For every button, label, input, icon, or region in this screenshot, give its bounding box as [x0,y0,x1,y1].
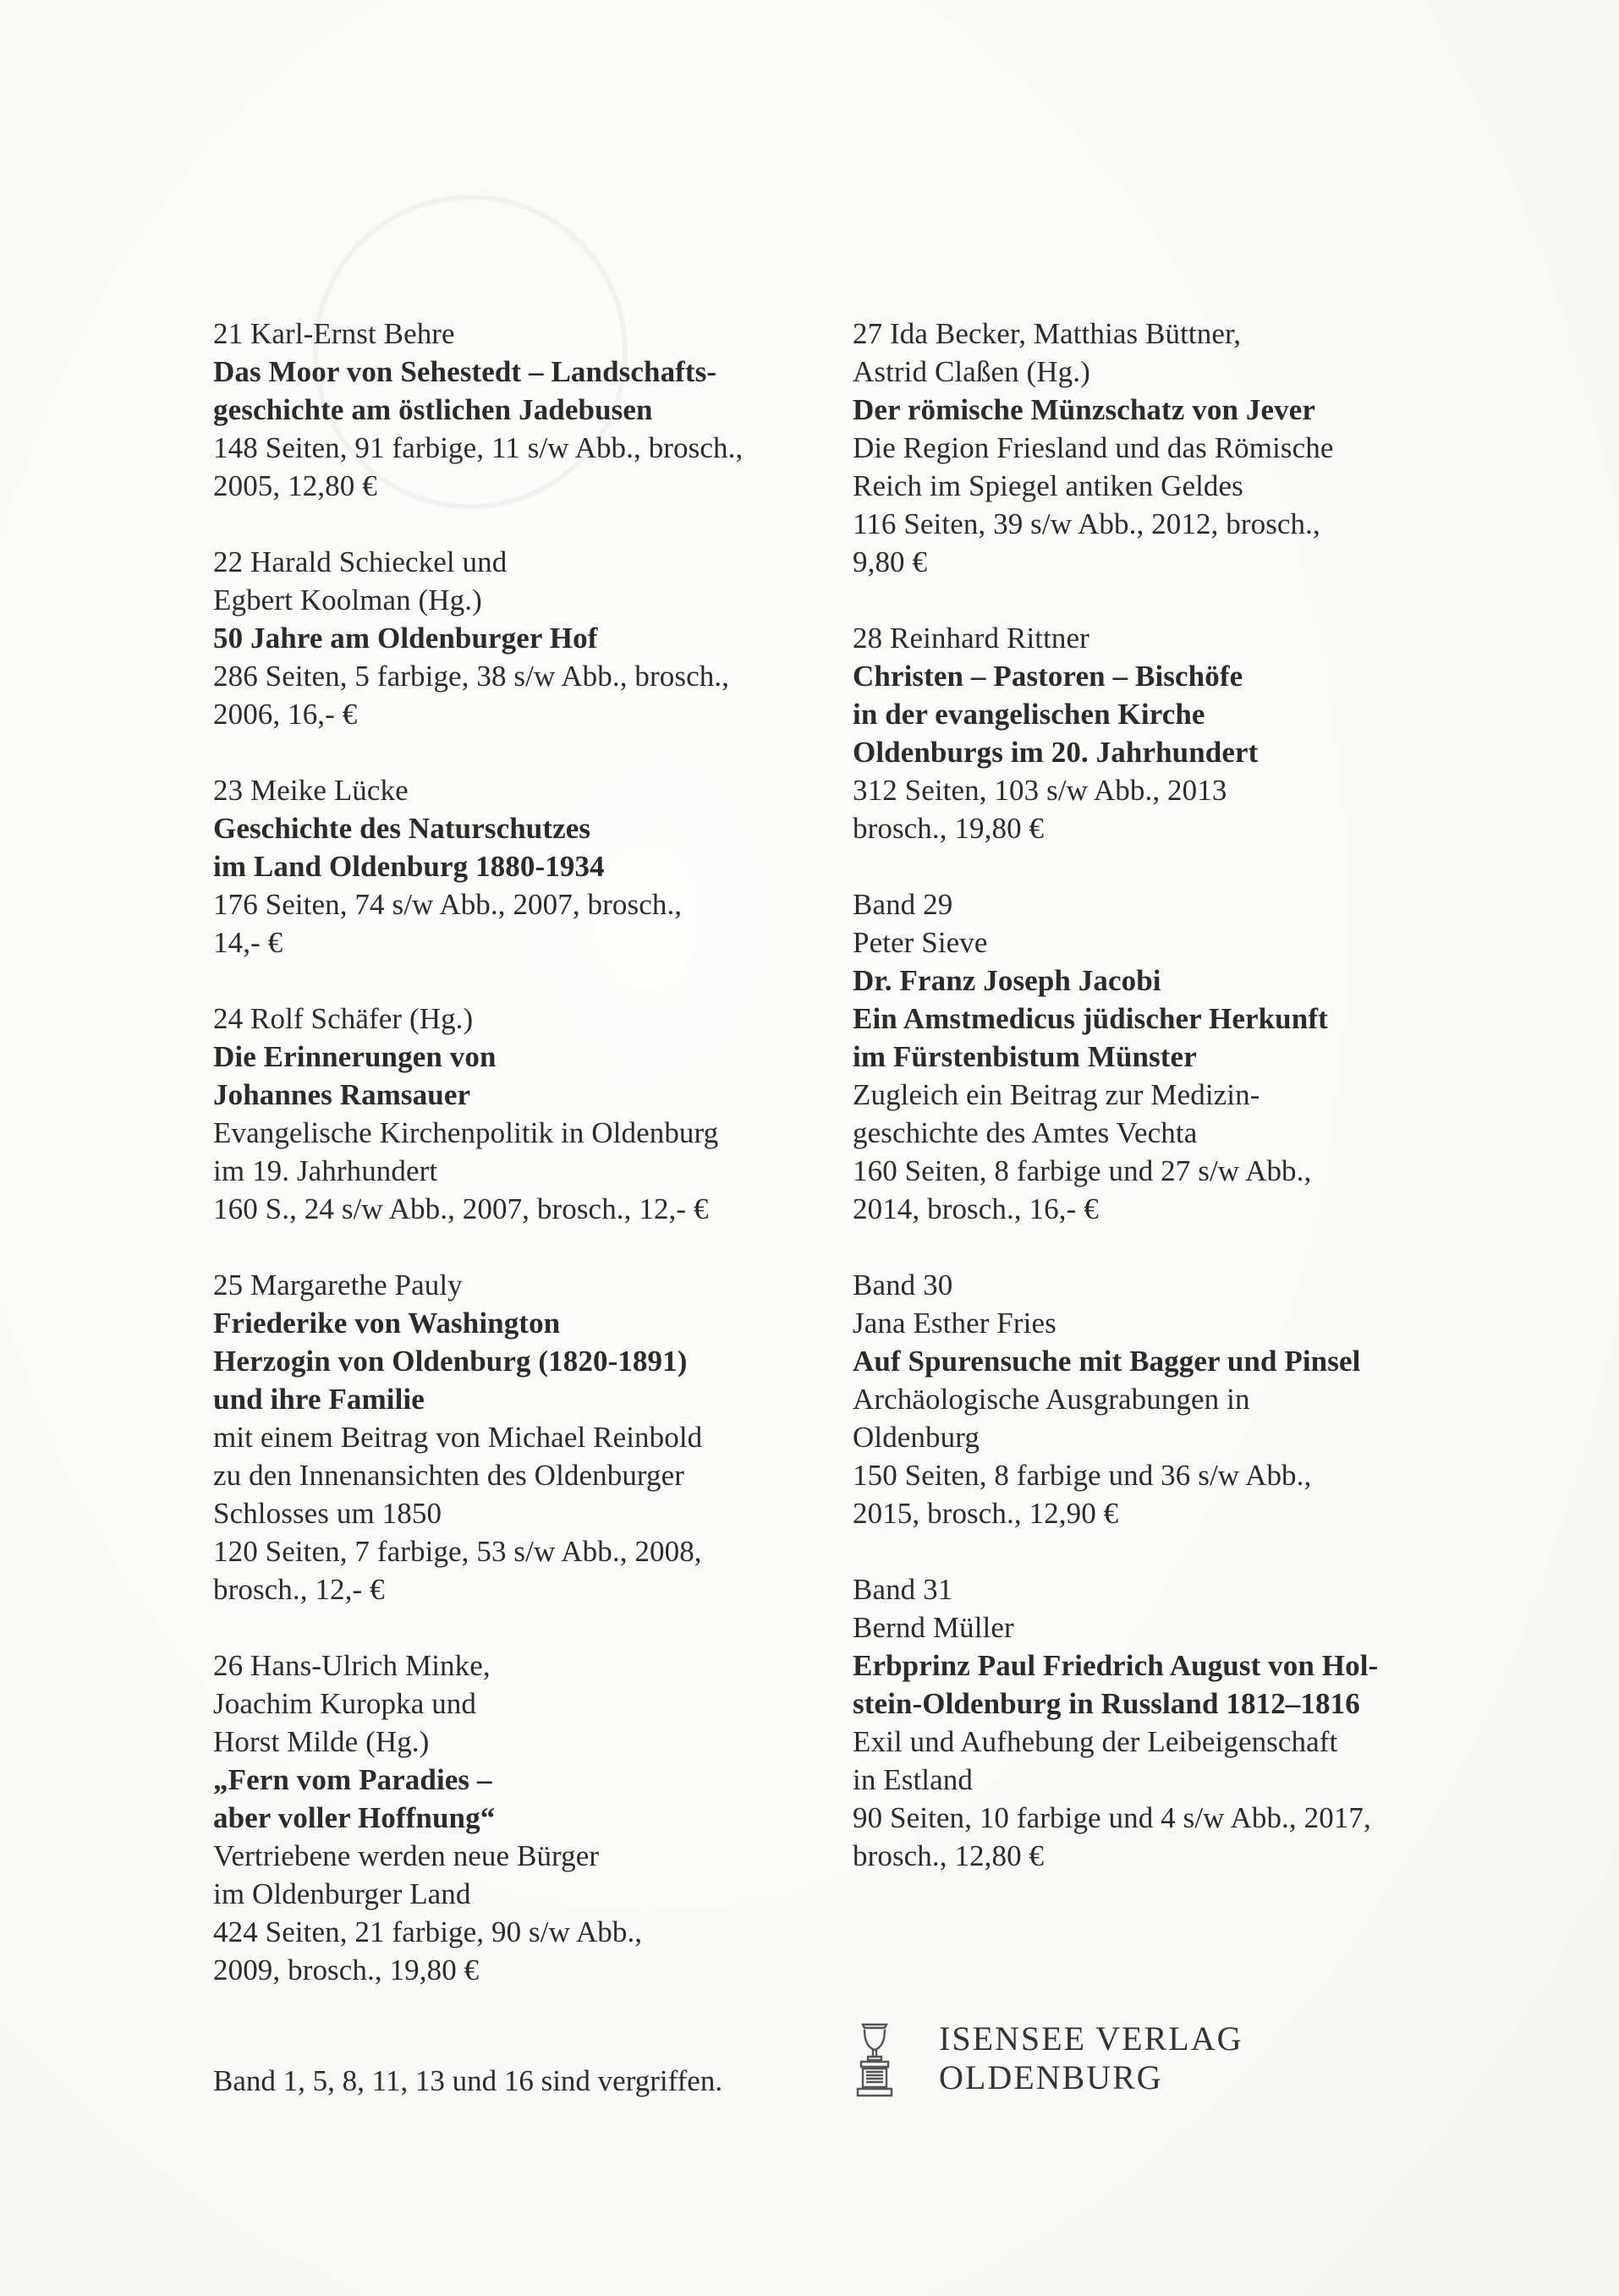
book-info-line: brosch., 12,80 € [853,1839,1045,1872]
book-title-line: stein-Oldenburg in Russland 1812–1816 [853,1687,1360,1720]
book-info-line: 120 Seiten, 7 farbige, 53 s/w Abb., 2008, [213,1535,702,1568]
book-info-line: 14,- € [213,926,283,959]
out-of-print-note: Band 1, 5, 8, 11, 13 und 16 sind vergriffen. [213,2064,723,2097]
publisher-block [854,2019,1243,2101]
book-info-line: Band 30 [853,1269,953,1301]
book-entry [853,315,1462,581]
book-title-line: Christen – Pastoren – Bischöfe [853,660,1243,693]
book-title-line: Der römische Münzschatz von Jever [853,393,1315,426]
book-title-line: Die Erinnerungen von [213,1040,497,1073]
book-info-line: Band 29 [853,888,953,921]
book-info-line: im 19. Jahrhundert [213,1154,438,1187]
book-info-line: 176 Seiten, 74 s/w Abb., 2007, brosch., [213,888,683,921]
book-info-line: 286 Seiten, 5 farbige, 38 s/w Abb., brosch., [213,660,730,693]
book-info-line: 150 Seiten, 8 farbige und 36 s/w Abb., [853,1459,1312,1492]
book-entry [213,1000,822,1228]
book-info-line: im Oldenburger Land [213,1877,471,1910]
book-title-line: und ihre Familie [213,1383,425,1416]
book-info-line: geschichte des Amtes Vechta [853,1116,1198,1149]
book-info-line: Joachim Kuropka und [213,1687,477,1720]
book-entry [853,1266,1462,1532]
book-entry [213,1647,822,1989]
book-title-line: Das Moor von Sehestedt – Landschafts- [213,355,717,388]
book-info-line: mit einem Beitrag von Michael Reinbold [213,1421,703,1454]
book-title-line: „Fern vom Paradies – [213,1763,492,1796]
publisher-city: OLDENBURG [939,2058,1163,2096]
book-title-line: Friederike von Washington [213,1307,561,1340]
book-info-line: 9,80 € [853,545,928,578]
book-title-line: Ein Amstmedicus jüdischer Herkunft [853,1002,1328,1035]
book-entry [853,1570,1462,1875]
book-title-line: Dr. Franz Joseph Jacobi [853,964,1161,997]
book-title-line: im Land Oldenburg 1880-1934 [213,850,605,883]
book-title-line: im Fürstenbistum Münster [853,1040,1197,1073]
book-info-line: 2014, brosch., 16,- € [853,1192,1099,1225]
book-title-line: Oldenburgs im 20. Jahrhundert [853,736,1259,769]
left-column [213,315,822,2027]
book-info-line: Reich im Spiegel antiken Geldes [853,469,1243,502]
book-info-line: 27 Ida Becker, Matthias Büttner, [853,317,1242,350]
book-info-line: 2006, 16,- € [213,698,358,731]
book-info-line: Peter Sieve [853,926,988,959]
book-info-line: Oldenburg [853,1421,980,1454]
book-info-line: 424 Seiten, 21 farbige, 90 s/w Abb., [213,1915,643,1948]
book-info-line: Evangelische Kirchenpolitik in Oldenburg [213,1116,719,1149]
book-info-line: Astrid Claßen (Hg.) [853,355,1090,388]
book-info-line: 25 Margarethe Pauly [213,1269,463,1301]
book-entry [213,1266,822,1608]
book-info-line: Band 31 [853,1573,953,1606]
publisher-name: ISENSEE VERLAG [939,2019,1243,2058]
book-info-line: Horst Milde (Hg.) [213,1725,430,1758]
book-info-line: 116 Seiten, 39 s/w Abb., 2012, brosch., [853,507,1320,540]
book-info-line: Archäologische Ausgrabungen in [853,1383,1250,1416]
book-info-line: 23 Meike Lücke [213,774,409,807]
book-entry [853,885,1462,1228]
book-info-line: Exil und Aufhebung der Leibeigenschaft [853,1725,1338,1758]
book-info-line: 24 Rolf Schäfer (Hg.) [213,1002,474,1035]
book-info-line: 2015, brosch., 12,90 € [853,1497,1119,1530]
book-info-line: 2009, brosch., 19,80 € [213,1954,480,1986]
book-entry [213,771,822,962]
right-column [853,315,1462,1913]
book-entry [213,543,822,733]
book-info-line: 312 Seiten, 103 s/w Abb., 2013 [853,774,1227,807]
book-entry [213,315,822,505]
book-info-line: Vertriebene werden neue Bürger [213,1839,600,1872]
book-info-line: Jana Esther Fries [853,1307,1056,1340]
book-info-line: brosch., 19,80 € [853,812,1045,845]
book-info-line: Bernd Müller [853,1611,1014,1644]
book-entry [853,619,1462,847]
book-title-line: Geschichte des Naturschutzes [213,812,591,845]
book-title-line: Herzogin von Oldenburg (1820-1891) [213,1345,688,1378]
book-info-line: 21 Karl-Ernst Behre [213,317,455,350]
book-info-line: in Estland [853,1763,973,1796]
book-info-line: 2005, 12,80 € [213,469,377,502]
book-title-line: Erbprinz Paul Friedrich August von Hol- [853,1649,1379,1682]
book-title-line: geschichte am östlichen Jadebusen [213,393,653,426]
book-info-line: 148 Seiten, 91 farbige, 11 s/w Abb., brosch., [213,431,744,464]
urn-pedestal-icon [854,2019,895,2101]
book-title-line: Auf Spurensuche mit Bagger und Pinsel [853,1345,1361,1378]
book-info-line: 22 Harald Schieckel und [213,545,508,578]
book-info-line: 160 Seiten, 8 farbige und 27 s/w Abb., [853,1154,1312,1187]
book-info-line: 90 Seiten, 10 farbige und 4 s/w Abb., 2017, [853,1801,1371,1834]
book-title-line: aber voller Hoffnung“ [213,1801,496,1834]
book-info-line: Zugleich ein Beitrag zur Medizin- [853,1078,1260,1111]
book-info-line: Schlosses um 1850 [213,1497,442,1530]
book-title-line: 50 Jahre am Oldenburger Hof [213,622,598,655]
book-info-line: Egbert Koolman (Hg.) [213,584,482,616]
book-info-line: brosch., 12,- € [213,1573,385,1606]
book-info-line: 28 Reinhard Rittner [853,622,1089,655]
book-info-line: zu den Innenansichten des Oldenburger [213,1459,685,1492]
book-info-line: 160 S., 24 s/w Abb., 2007, brosch., 12,- € [213,1192,709,1225]
book-title-line: Johannes Ramsauer [213,1078,471,1111]
book-info-line: 26 Hans-Ulrich Minke, [213,1649,491,1682]
book-info-line: Die Region Friesland und das Römische [853,431,1334,464]
book-title-line: in der evangelischen Kirche [853,698,1205,731]
